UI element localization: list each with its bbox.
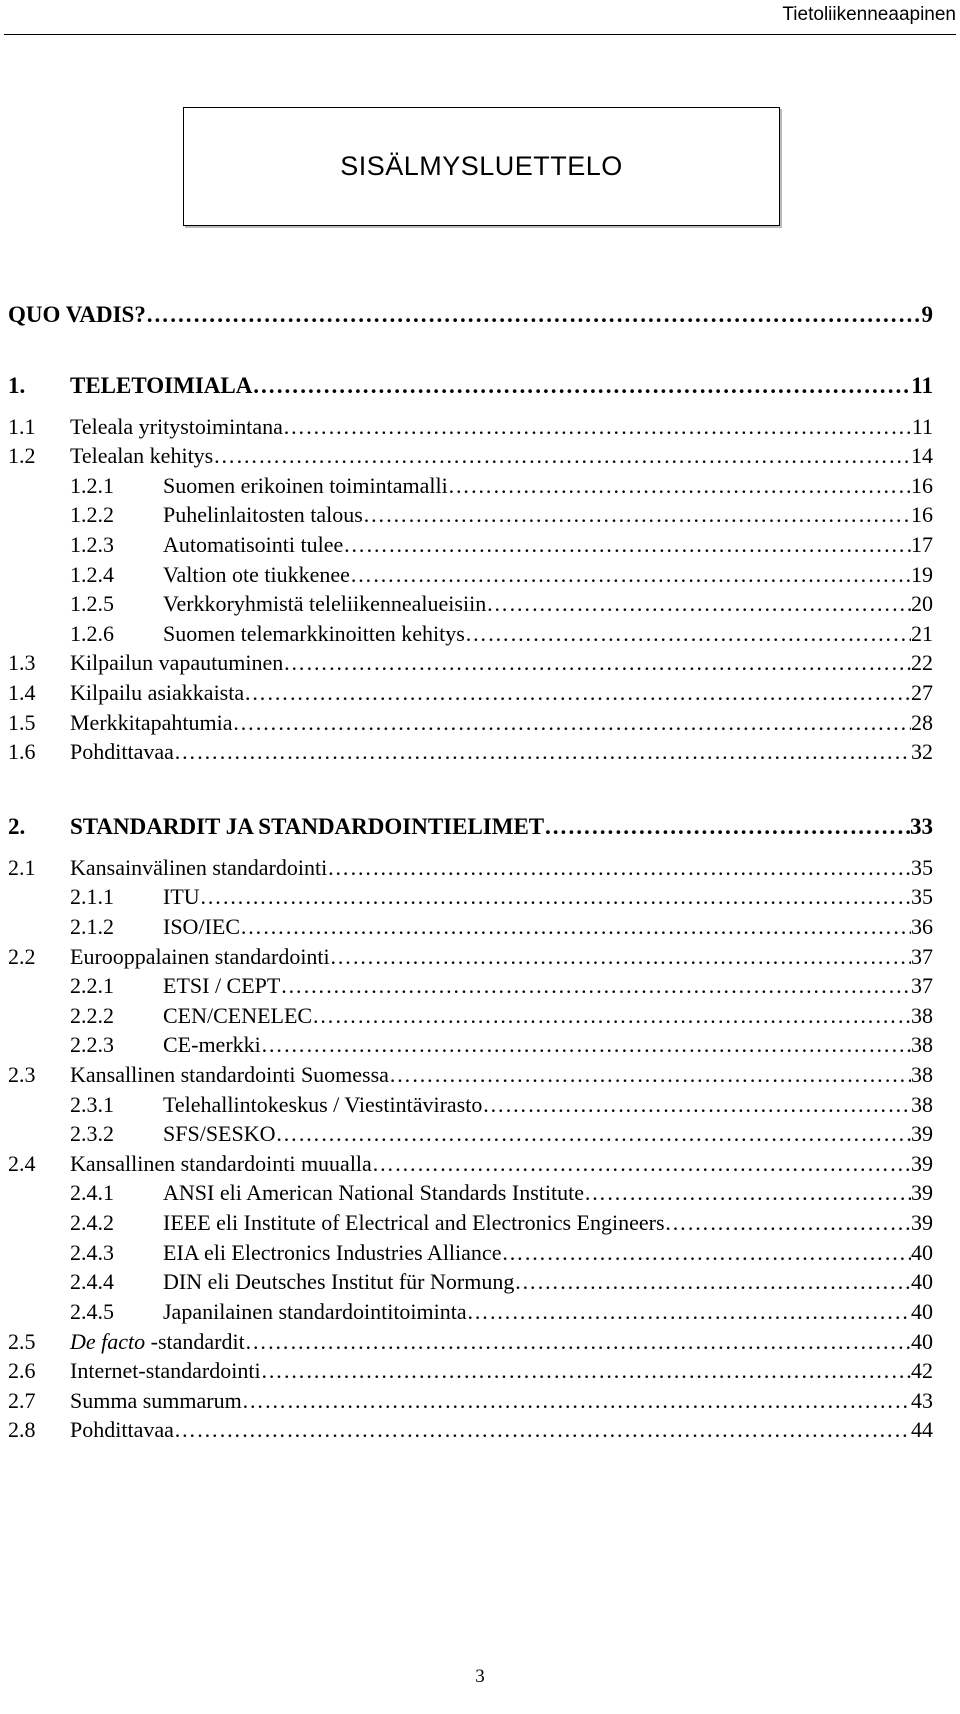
toc-entry-number: 2.6 (8, 1358, 36, 1383)
toc-entry-number: 2.4.5 (70, 1299, 114, 1324)
toc-entry-title: Kansallinen standardointi Suomessa (70, 1062, 389, 1087)
dot-leader (665, 1210, 911, 1236)
toc-entry-title: Teleala yritystoimintana (70, 414, 283, 439)
toc-entry-title: ISO/IEC (163, 914, 240, 939)
toc-entry[interactable] (8, 940, 933, 970)
toc-entry-title: Internet-standardointi (70, 1358, 261, 1383)
toc-entry[interactable] (8, 1265, 933, 1295)
toc-entry-number: 2.3.1 (70, 1092, 114, 1117)
toc-entry[interactable] (8, 1413, 933, 1443)
page-number: 3 (475, 1666, 485, 1687)
toc-entry-page: 38 (911, 1032, 933, 1057)
toc-entry-number: 2.5 (8, 1329, 36, 1354)
toc-entry-page: 39 (911, 1180, 933, 1205)
toc-entry-number: 1.2.5 (70, 591, 114, 616)
dot-leader (312, 1003, 911, 1029)
toc-entry[interactable] (8, 1295, 933, 1325)
toc-entry-title: CEN/CENELEC (163, 1003, 313, 1028)
toc-entry-title: Telealan kehitys (70, 443, 214, 468)
dot-leader (283, 414, 912, 440)
toc-entry-number: 1.2 (8, 443, 36, 468)
dot-leader (330, 944, 911, 970)
toc-entry-page: 36 (911, 914, 933, 939)
toc-entry-title: Verkkoryhmistä teleliikennealueisiin (163, 591, 487, 616)
toc-entry-page: 40 (911, 1269, 933, 1294)
toc-entry-page: 35 (911, 884, 933, 909)
dot-leader (245, 1329, 911, 1355)
toc-entry[interactable] (8, 910, 933, 940)
toc-entry-page: 11 (911, 414, 933, 439)
toc-entry-number: 2.2 (8, 944, 36, 969)
dot-leader (448, 473, 911, 499)
toc-entry-page: 38 (911, 1062, 933, 1087)
toc-entry-title: Puhelinlaitosten talous (163, 502, 363, 527)
running-header-title: Tietoliikenneaapinen (782, 4, 956, 25)
dot-leader (350, 562, 911, 588)
dot-leader (514, 1269, 911, 1295)
toc-entry-title: Suomen erikoinen toimintamalli (163, 473, 448, 498)
dot-leader (343, 532, 911, 558)
dot-leader (242, 1388, 911, 1414)
toc-entry-page: 19 (911, 562, 933, 587)
toc-entry-title: Kansainvälinen standardointi (70, 855, 328, 880)
dot-leader (276, 1121, 911, 1147)
toc-entry-page: 42 (911, 1358, 933, 1383)
dot-leader (146, 302, 922, 328)
toc-entry[interactable] (8, 880, 933, 910)
toc-entry-number: 1.2.6 (70, 621, 114, 646)
toc-entry-title: Valtion ote tiukkenee (163, 562, 350, 587)
toc-entry[interactable] (8, 706, 933, 736)
toc-entry-page: 28 (911, 710, 933, 735)
toc-entry[interactable] (8, 646, 933, 676)
toc-entry-number: 2.3.2 (70, 1121, 114, 1146)
toc-entry-page: 21 (911, 621, 933, 646)
toc-entry[interactable] (8, 851, 933, 881)
toc-entry-page: 40 (911, 1329, 933, 1354)
toc-entry-title: Kilpailu asiakkaista (70, 680, 245, 705)
dot-leader (372, 1151, 911, 1177)
toc-title: SISÄLMYSLUETTELO (340, 151, 623, 181)
toc-entry-page: 39 (911, 1121, 933, 1146)
toc-entry-title: Kansallinen standardointi muualla (70, 1151, 372, 1176)
toc-entry-number: 1. (8, 373, 26, 398)
toc-entry[interactable] (8, 587, 933, 617)
toc-entry[interactable] (8, 1236, 933, 1266)
toc-entry-number: 1.2.1 (70, 473, 114, 498)
toc-entry-title: DIN eli Deutsches Institut für Normung (163, 1269, 515, 1294)
toc-entry[interactable] (8, 969, 933, 999)
toc-entry[interactable] (8, 439, 933, 469)
toc-entry-title: Merkkitapahtumia (70, 710, 233, 735)
dot-leader (261, 1358, 911, 1384)
toc-entry[interactable] (8, 528, 933, 558)
toc-entry-title: Pohdittavaa (70, 739, 174, 764)
toc-entry-title: Japanilainen standardointitoiminta (163, 1299, 467, 1324)
toc-entry-number: 1.3 (8, 650, 36, 675)
dot-leader (389, 1062, 911, 1088)
toc-entry-title: ITU (163, 884, 200, 909)
dot-leader (544, 814, 910, 840)
toc-entry-page: 17 (911, 532, 933, 557)
toc-entry-number: 1.2.2 (70, 502, 114, 527)
toc-entry-title: Automatisointi tulee (163, 532, 344, 557)
toc-entry[interactable] (8, 735, 933, 765)
toc-entry-number: 2.1 (8, 855, 36, 880)
toc-entry[interactable] (8, 999, 933, 1029)
toc-entry[interactable] (8, 1147, 933, 1177)
toc-entry-page: 43 (911, 1388, 933, 1413)
dot-leader (363, 502, 911, 528)
toc-entry-page: 16 (911, 473, 933, 498)
toc-entry-page: 27 (911, 680, 933, 705)
toc-entry-number: 1.5 (8, 710, 36, 735)
dot-leader (240, 914, 911, 940)
toc-entry-page: 35 (911, 855, 933, 880)
toc-entry[interactable] (8, 410, 933, 440)
toc-entry[interactable] (8, 558, 933, 588)
toc-entry-number: 2.4.4 (70, 1269, 114, 1294)
dot-leader (261, 1032, 911, 1058)
header-rule (4, 34, 956, 35)
toc-entry-page: 20 (911, 591, 933, 616)
toc-title-box (183, 107, 780, 226)
toc-entry-title: Summa summarum (70, 1388, 242, 1413)
toc-entry-page: 37 (911, 944, 933, 969)
toc-entry[interactable] (8, 1176, 933, 1206)
dot-leader (244, 680, 911, 706)
toc-entry[interactable] (8, 810, 933, 840)
dot-leader (486, 591, 911, 617)
toc-entry-number: 1.2.4 (70, 562, 114, 587)
toc-entry-number: 2.7 (8, 1388, 36, 1413)
toc-entry-number: 2.4.1 (70, 1180, 114, 1205)
toc-entry-number: 2.4.2 (70, 1210, 114, 1235)
toc-entry-page: 38 (911, 1092, 933, 1117)
toc-entry[interactable] (8, 676, 933, 706)
toc-entry-title: Pohdittavaa (70, 1417, 174, 1442)
dot-leader (283, 650, 911, 676)
toc-entry-title: IEEE eli Institute of Electrical and Electronics Engineers (163, 1210, 665, 1235)
toc-entry[interactable] (8, 1088, 933, 1118)
dot-leader (174, 1417, 911, 1443)
dot-leader (252, 373, 911, 399)
toc-entry[interactable] (8, 298, 933, 328)
toc-entry[interactable] (8, 1325, 933, 1355)
toc-entry-page: 22 (911, 650, 933, 675)
toc-entry[interactable] (8, 498, 933, 528)
toc-entry-page: 39 (911, 1151, 933, 1176)
dot-leader (501, 1240, 911, 1266)
toc-entry-title (70, 1329, 245, 1355)
toc-entry-title-italic: De facto (70, 1329, 146, 1354)
toc-entry-title: EIA eli Electronics Industries Alliance (163, 1240, 502, 1265)
toc-entry-page: 37 (911, 973, 933, 998)
dot-leader (174, 739, 911, 765)
toc-entry-page: 11 (911, 373, 933, 398)
toc-entry-page: 40 (911, 1240, 933, 1265)
dot-leader (233, 710, 911, 736)
toc-entry-page: 33 (910, 814, 933, 839)
toc-entry-page: 16 (911, 502, 933, 527)
dot-leader (467, 1299, 911, 1325)
toc-entry-page: 39 (911, 1210, 933, 1235)
dot-leader (482, 1092, 911, 1118)
toc-entry[interactable] (8, 1058, 933, 1088)
toc-entry-title-rest: -standardit (145, 1329, 245, 1354)
toc-entry-number: 1.4 (8, 680, 36, 705)
toc-entry-title: STANDARDIT JA STANDARDOINTIELIMET (70, 814, 545, 839)
toc-entry-number: 2. (8, 814, 26, 839)
toc-entry-number: 1.6 (8, 739, 36, 764)
dot-leader (584, 1180, 911, 1206)
toc-entry-title: SFS/SESKO (163, 1121, 276, 1146)
toc-entry-title: Kilpailun vapautuminen (70, 650, 284, 675)
toc-entry-number: 2.1.2 (70, 914, 114, 939)
toc-entry-number: 2.3 (8, 1062, 36, 1087)
toc-entry[interactable] (8, 1117, 933, 1147)
toc-entry-title: TELETOIMIALA (70, 373, 253, 398)
toc-entry[interactable] (8, 617, 933, 647)
dot-leader (327, 855, 911, 881)
toc-entry-page: 32 (911, 739, 933, 764)
toc-entry-number: 2.2.3 (70, 1032, 114, 1057)
toc-entry-title: ETSI / CEPT (163, 973, 281, 998)
toc-entry-title: ANSI eli American National Standards Institute (163, 1180, 584, 1205)
toc-entry[interactable] (8, 369, 933, 399)
toc-entry-title: Telehallintokeskus / Viestintävirasto (163, 1092, 483, 1117)
toc-entry[interactable] (8, 1384, 933, 1414)
toc-entry-page: 38 (911, 1003, 933, 1028)
dot-leader (200, 884, 911, 910)
toc-entry-number: 2.8 (8, 1417, 36, 1442)
toc-entry-page: 14 (911, 443, 933, 468)
toc-entry-number: 2.2.2 (70, 1003, 114, 1028)
toc-entry-number: 2.2.1 (70, 973, 114, 998)
toc-entry-number: 1.1 (8, 414, 36, 439)
dot-leader (465, 621, 911, 647)
toc-entry-title: QUO VADIS? (8, 302, 146, 327)
toc-entry[interactable] (8, 1206, 933, 1236)
toc-entry-number: 2.4.3 (70, 1240, 114, 1265)
toc-entry-page: 40 (911, 1299, 933, 1324)
dot-leader (213, 443, 911, 469)
toc-entry-number: 2.1.1 (70, 884, 114, 909)
dot-leader (280, 973, 911, 999)
toc-entry-number: 2.4 (8, 1151, 36, 1176)
toc-entry-page: 9 (921, 302, 933, 327)
toc-entry-number: 1.2.3 (70, 532, 114, 557)
toc-entry-page: 44 (911, 1417, 933, 1442)
toc-entry[interactable] (8, 1028, 933, 1058)
toc-entry-title: Suomen telemarkkinoitten kehitys (163, 621, 465, 646)
toc-entry-title: Eurooppalainen standardointi (70, 944, 330, 969)
toc-entry-title: CE-merkki (163, 1032, 261, 1057)
toc-entry[interactable] (8, 469, 933, 499)
toc-entry[interactable] (8, 1354, 933, 1384)
